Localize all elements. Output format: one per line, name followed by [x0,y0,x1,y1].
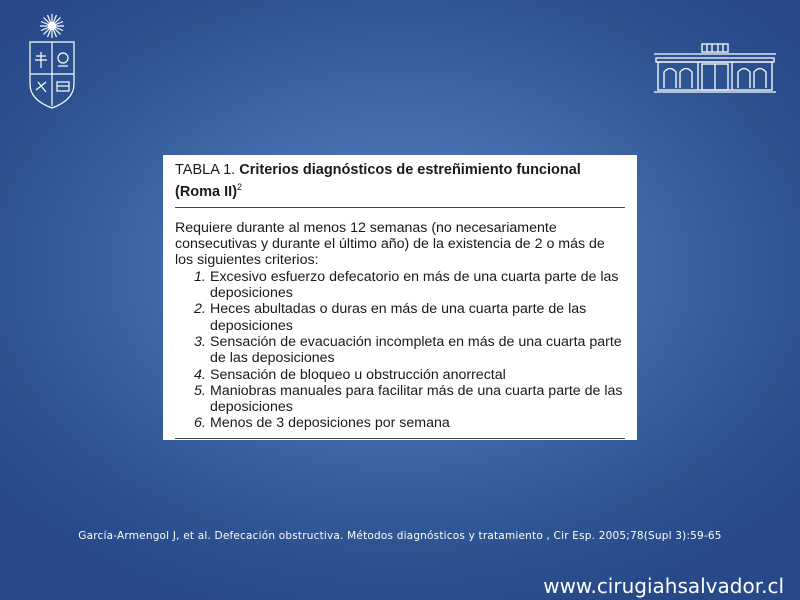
table-label: TABLA 1. [175,162,236,178]
table-intro: Requiere durante al menos 12 semanas (no necesariamente consecutivas y durante el último año) de la existencia de 2 o más de los siguientes criterios: [175,219,605,269]
hospital-building-icon [652,40,778,96]
list-item: 6. Menos de 3 deposiciones por semana [194,415,450,432]
table-title-line2: (Roma II) [175,183,238,200]
list-item: 5. Maniobras manuales para facilitar más de una cuarta parte de las deposiciones [194,382,623,416]
table-title-ref: 2 [237,182,243,192]
criteria-list [175,269,625,432]
table-bottom-rule [175,438,625,439]
list-item: 3. Sensación de evacuación incompleta en más de una cuarta parte de las deposiciones [194,333,622,367]
list-item: 4. Sensación de bloqueo u obstrucción anorrectal [194,366,506,383]
table-title-line1: Criterios diagnósticos de estreñimiento funcional [239,162,581,178]
table-title [175,162,625,201]
table-top-rule [175,207,625,208]
university-crest-icon [22,10,82,110]
website-url: www.cirugiahsalvador.cl [543,574,784,598]
list-item: 2. Heces abultadas o duras en más de una cuarta parte de las deposiciones [194,301,587,334]
list-item: 1. Excesivo esfuerzo defecatorio en más de una cuarta parte de las deposiciones [194,268,619,302]
criteria-table-card [163,155,637,440]
citation-text: García-Armengol J, et al. Defecación obstructiva. Métodos diagnósticos y tratamiento , Cir Esp. 2005;78(Supl 3):59-65 [78,530,722,542]
